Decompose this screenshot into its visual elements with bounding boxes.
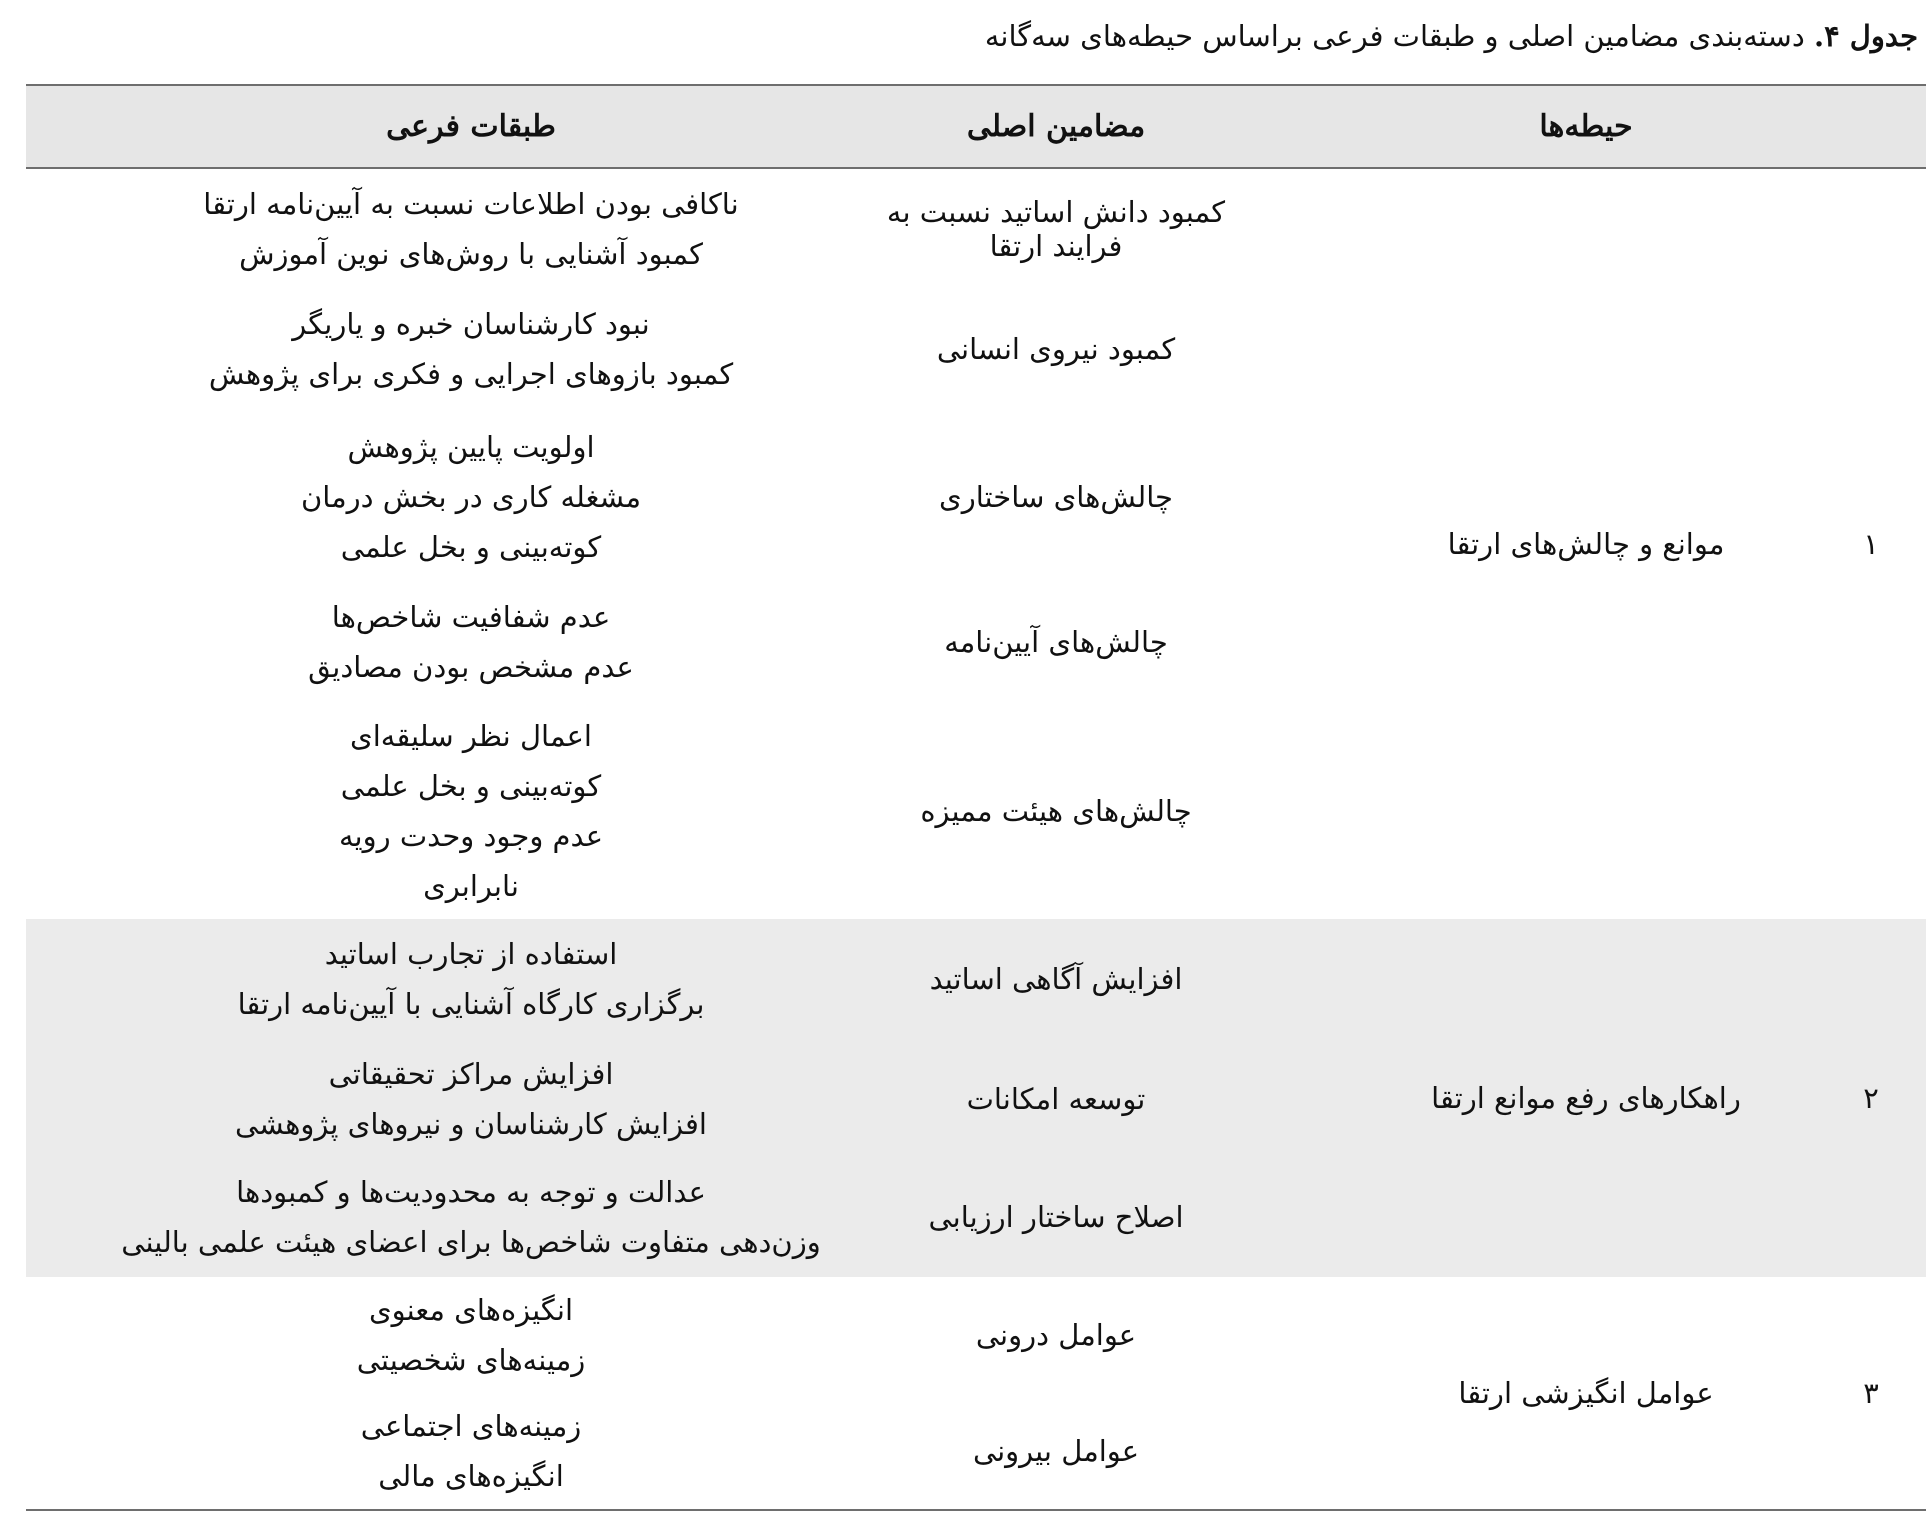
subcategory-item: وزن‌دهی متفاوت شاخص‌ها برای اعضای هیئت علمی بالینی — [121, 1225, 821, 1259]
table-caption — [20, 14, 1918, 58]
table-row-domain-1 — [26, 169, 1926, 919]
table-caption-label: جدول ۴. — [1813, 19, 1918, 53]
main-theme-cell: اصلاح ساختار ارزیابی — [928, 1200, 1184, 1234]
subcategory-item: مشغله کاری در بخش درمان — [300, 480, 642, 514]
subcategory-item: کمبود آشنایی با روش‌های نوین آموزش — [239, 237, 703, 271]
subcategory-cell — [116, 422, 826, 572]
main-theme-cell: چالش‌های هیئت ممیزه — [920, 794, 1192, 828]
subcategory-item: عدم وجود وحدت رویه — [338, 819, 604, 853]
subcategory-item: نبود کارشناسان خبره و یاریگر — [292, 307, 650, 341]
header-main-themes: مضامین اصلی — [966, 109, 1146, 144]
header-number-column — [1816, 86, 1926, 167]
main-theme-cell: چالش‌های آیین‌نامه — [944, 625, 1168, 659]
subcategory-item: زمینه‌های اجتماعی — [360, 1409, 582, 1443]
domain-cell: موانع و چالش‌های ارتقا — [1447, 527, 1725, 561]
subcategory-cell — [116, 592, 826, 692]
subcategory-item: اعمال نظر سلیقه‌ای — [350, 719, 592, 753]
subcategory-item: انگیزه‌های معنوی — [368, 1293, 574, 1327]
subcategory-cell — [116, 299, 826, 399]
subcategory-item: برگزاری کارگاه آشنایی با آیین‌نامه ارتقا — [237, 987, 705, 1021]
header-domains: حیطه‌ها — [1539, 109, 1633, 144]
main-theme-cell: کمبود نیروی انسانی — [936, 332, 1176, 366]
subcategory-item: افزایش مراکز تحقیقاتی — [328, 1057, 614, 1091]
subcategory-cell — [116, 929, 826, 1029]
main-theme-cell: چالش‌های ساختاری — [939, 480, 1173, 514]
header-subcategories: طبقات فرعی — [386, 109, 556, 144]
subcategory-item: کمبود بازوهای اجرایی و فکری برای پژوهش — [208, 357, 734, 391]
main-theme-cell: افزایش آگاهی اساتید — [929, 962, 1183, 996]
subcategory-item: افزایش کارشناسان و نیروهای پژوهشی — [235, 1107, 707, 1141]
main-theme-cell: عوامل درونی — [975, 1318, 1137, 1352]
subcategory-item: عدم شفافیت شاخص‌ها — [331, 600, 611, 634]
subcategory-item: ناکافی بودن اطلاعات نسبت به آیین‌نامه ارتقا — [203, 187, 739, 221]
subcategory-cell — [116, 1167, 826, 1267]
subcategory-item: نابرابری — [423, 869, 519, 903]
row-number: ۱ — [1863, 527, 1879, 561]
subcategory-item: زمینه‌های شخصیتی — [356, 1343, 586, 1377]
subcategory-cell — [116, 179, 826, 279]
subcategory-item: استفاده از تجارب اساتید — [324, 937, 618, 971]
subcategory-item: عدم مشخص بودن مصادیق — [308, 650, 634, 684]
table-header — [26, 86, 1926, 167]
domain-cell: راهکارهای رفع موانع ارتقا — [1431, 1081, 1741, 1115]
domain-cell: عوامل انگیزشی ارتقا — [1458, 1376, 1714, 1410]
table-row-domain-2 — [26, 919, 1926, 1277]
subcategory-item: اولویت پایین پژوهش — [347, 430, 595, 464]
table-bottom-rule — [26, 1509, 1926, 1511]
main-theme-cell: توسعه امکانات — [966, 1082, 1146, 1116]
subcategory-item: انگیزه‌های مالی — [378, 1459, 564, 1493]
subcategory-item: کوته‌بینی و بخل علمی — [340, 769, 602, 803]
row-number: ۲ — [1863, 1081, 1879, 1115]
subcategory-item: کوته‌بینی و بخل علمی — [340, 530, 602, 564]
table-caption-text: دسته‌بندی مضامین اصلی و طبقات فرعی براساس حیطه‌های سه‌گانه — [984, 19, 1814, 53]
subcategory-cell — [116, 711, 826, 911]
subcategory-cell — [116, 1049, 826, 1149]
main-theme-cell: عوامل بیرونی — [972, 1434, 1140, 1468]
main-theme-cell: کمبود دانش اساتید نسبت به فرایند ارتقا — [886, 195, 1226, 263]
table-row-domain-3 — [26, 1277, 1926, 1509]
row-number: ۳ — [1863, 1376, 1879, 1410]
subcategory-cell — [116, 1285, 826, 1385]
subcategory-item: عدالت و توجه به محدودیت‌ها و کمبودها — [236, 1175, 706, 1209]
subcategory-cell — [116, 1401, 826, 1501]
